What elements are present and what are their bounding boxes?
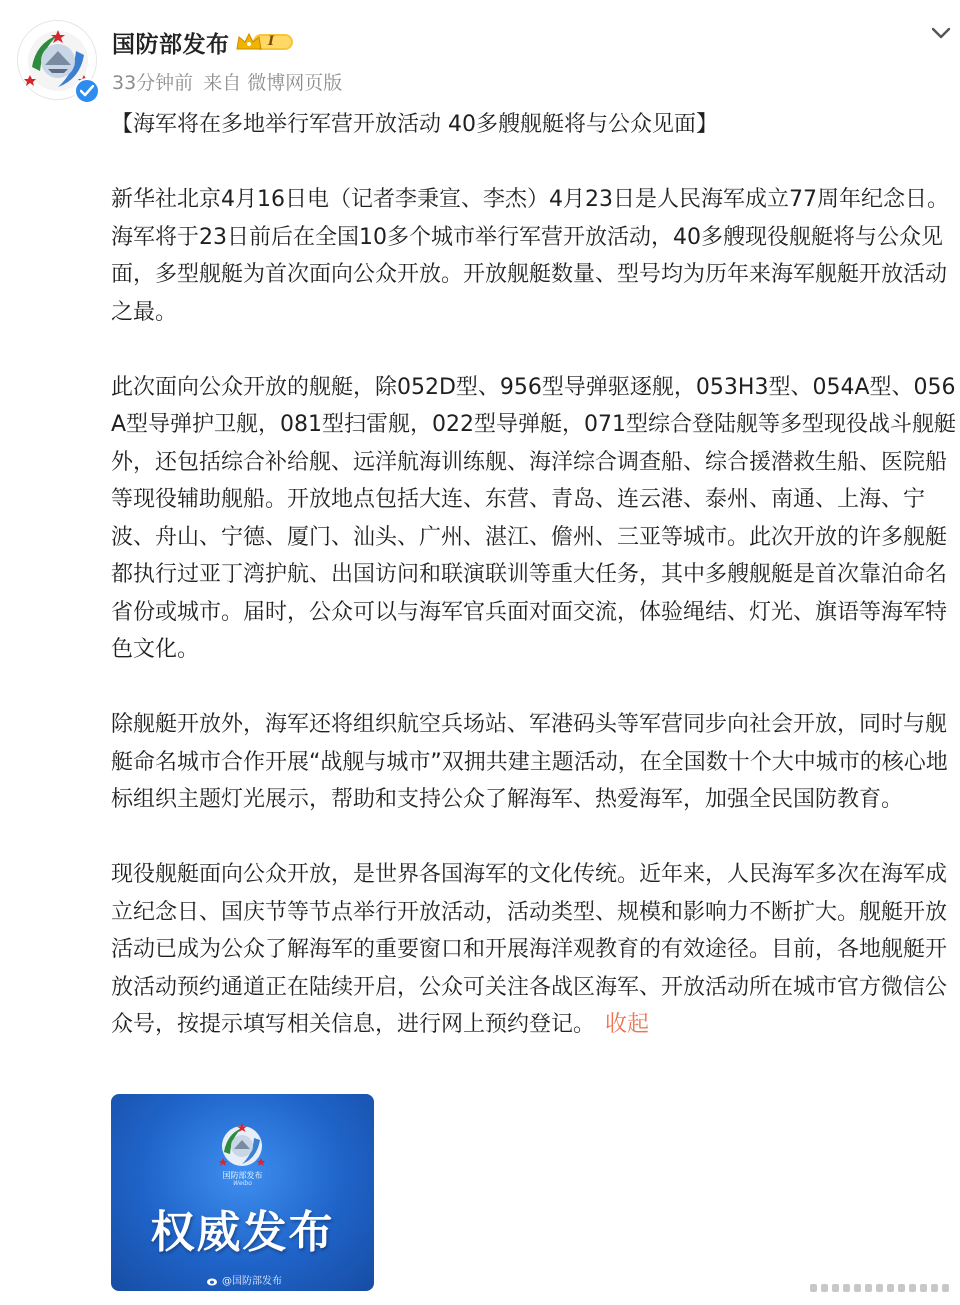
vip-level: I	[268, 34, 275, 49]
verified-badge	[74, 78, 100, 104]
post-paragraph-text: 现役舰艇面向公众开放，是世界各国海军的文化传统。近年来，人民海军多次在海军成立纪念日、国庆节等节点举行开放活动，活动类型、规模和影响力不断扩大。舰艇开放活动已成为公众了解海军的重要窗口和开展海洋观教育的有效途径。目前，各地舰艇开放活动预约通道正在陆续开启，公众可关注各战区海军、开放活动所在城市官方微信公众号，按提示填写相关信息，进行网上预约登记。	[111, 862, 948, 1037]
username[interactable]: 国防部发布	[112, 32, 230, 58]
weibo-logo-icon	[207, 1276, 219, 1286]
image-headline: 权威发布	[150, 1207, 335, 1258]
emblem-subcaption: Weibo	[233, 1180, 252, 1187]
page-edge-dots	[810, 1282, 952, 1294]
post-source[interactable]: 微博网页版	[247, 72, 343, 94]
source-prefix: 来自	[203, 72, 242, 94]
crown-icon	[235, 31, 295, 53]
post-paragraph: 新华社北京4月16日电（记者李秉宣、李杰）4月23日是人民海军成立77周年纪念日。海军将于23日前后在全国10多个城市举行军营开放活动，40多艘现役舰艇将与公众见面，多型舰艇为首次面向公众开放。开放舰艇数量、型号均为历年来海军舰艇开放活动之最。	[111, 187, 949, 325]
chevron-down-icon[interactable]	[928, 22, 954, 42]
post-content	[111, 106, 957, 1044]
image-watermark: @国防部发布	[222, 1276, 282, 1287]
post-meta	[112, 68, 352, 95]
post-image[interactable]	[111, 1094, 374, 1291]
emblem-caption: 国防部发布	[222, 1171, 263, 1180]
post-paragraph: 此次面向公众开放的舰艇，除052D型、956型导弹驱逐舰，053H3型、054A型、056A型导弹护卫舰，081型扫雷舰，022型导弹艇，071型综合登陆舰等多型现役战斗舰艇外，还包括综合补给舰、远洋航海训练舰、海洋综合调查船、综合援潜救生船、医院船等现役辅助舰船。开放地点包括大连、东营、青岛、连云港、泰州、南通、上海、宁波、舟山、宁德、厦门、汕头、广州、湛江、儋州、三亚等城市。此次开放的许多舰艇都执行过亚丁湾护航、出国访问和联演联训等重大任务，其中多艘舰艇是首次靠泊命名省份或城市。届时，公众可以与海军官兵面对面交流，体验绳结、灯光、旗语等海军特色文化。	[111, 374, 957, 662]
check-icon	[80, 85, 94, 97]
post-paragraph-last	[111, 856, 957, 1044]
ministry-emblem-icon	[215, 1122, 270, 1170]
post-paragraph: 除舰艇开放外，海军还将组织航空兵场站、军港码头等军营同步向社会开放，同时与舰艇命名城市合作开展“战舰与城市”双拥共建主题活动，在全国数十个大中城市的核心地标组织主题灯光展示，帮助和支持公众了解海军、热爱海军，加强全民国防教育。	[111, 712, 948, 812]
post-title: 【海军将在多地举行军营开放活动 40多艘舰艇将与公众见面】	[111, 112, 718, 137]
collapse-link[interactable]: 收起	[605, 1012, 650, 1037]
vip-badge[interactable]	[235, 31, 295, 53]
post-time[interactable]: 33分钟前	[112, 72, 194, 94]
